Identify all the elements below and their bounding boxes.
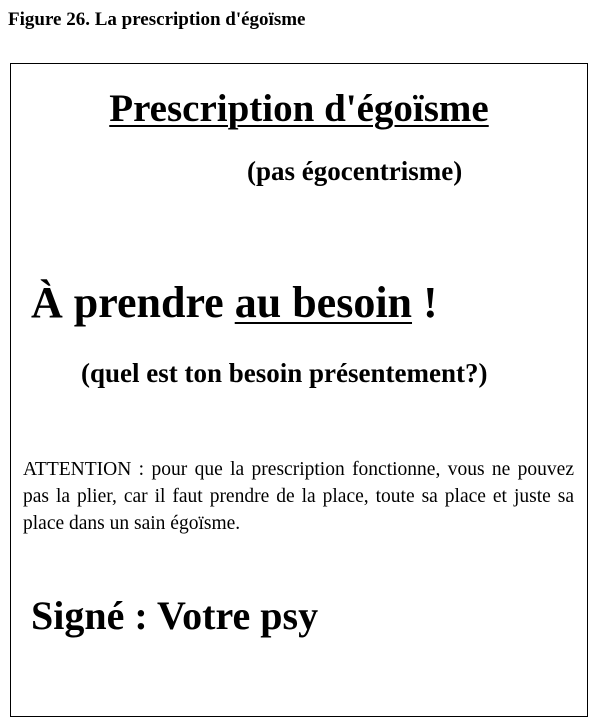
- prescription-subtitle: (pas égocentrisme): [247, 156, 463, 186]
- signature-line: Signé : Votre psy: [31, 593, 319, 638]
- warning-text: ATTENTION : pour que la prescription fonctionne, vous ne pouvez pas la plier, car il faut prendre de la place, toute sa place et juste sa place dans un sain égoïsme.: [23, 459, 574, 534]
- figure-caption: Figure 26. La prescription d'égoïsme: [8, 9, 306, 30]
- dosage-emphasis: au besoin: [234, 278, 413, 327]
- dosage-prefix: À prendre: [31, 278, 235, 327]
- prescription-title: Prescription d'égoïsme: [109, 87, 489, 130]
- prescription-card: [10, 63, 588, 717]
- dosage-suffix: !: [412, 278, 438, 327]
- need-question: (quel est ton besoin présentement?): [81, 358, 488, 388]
- dosage-line: [31, 277, 438, 328]
